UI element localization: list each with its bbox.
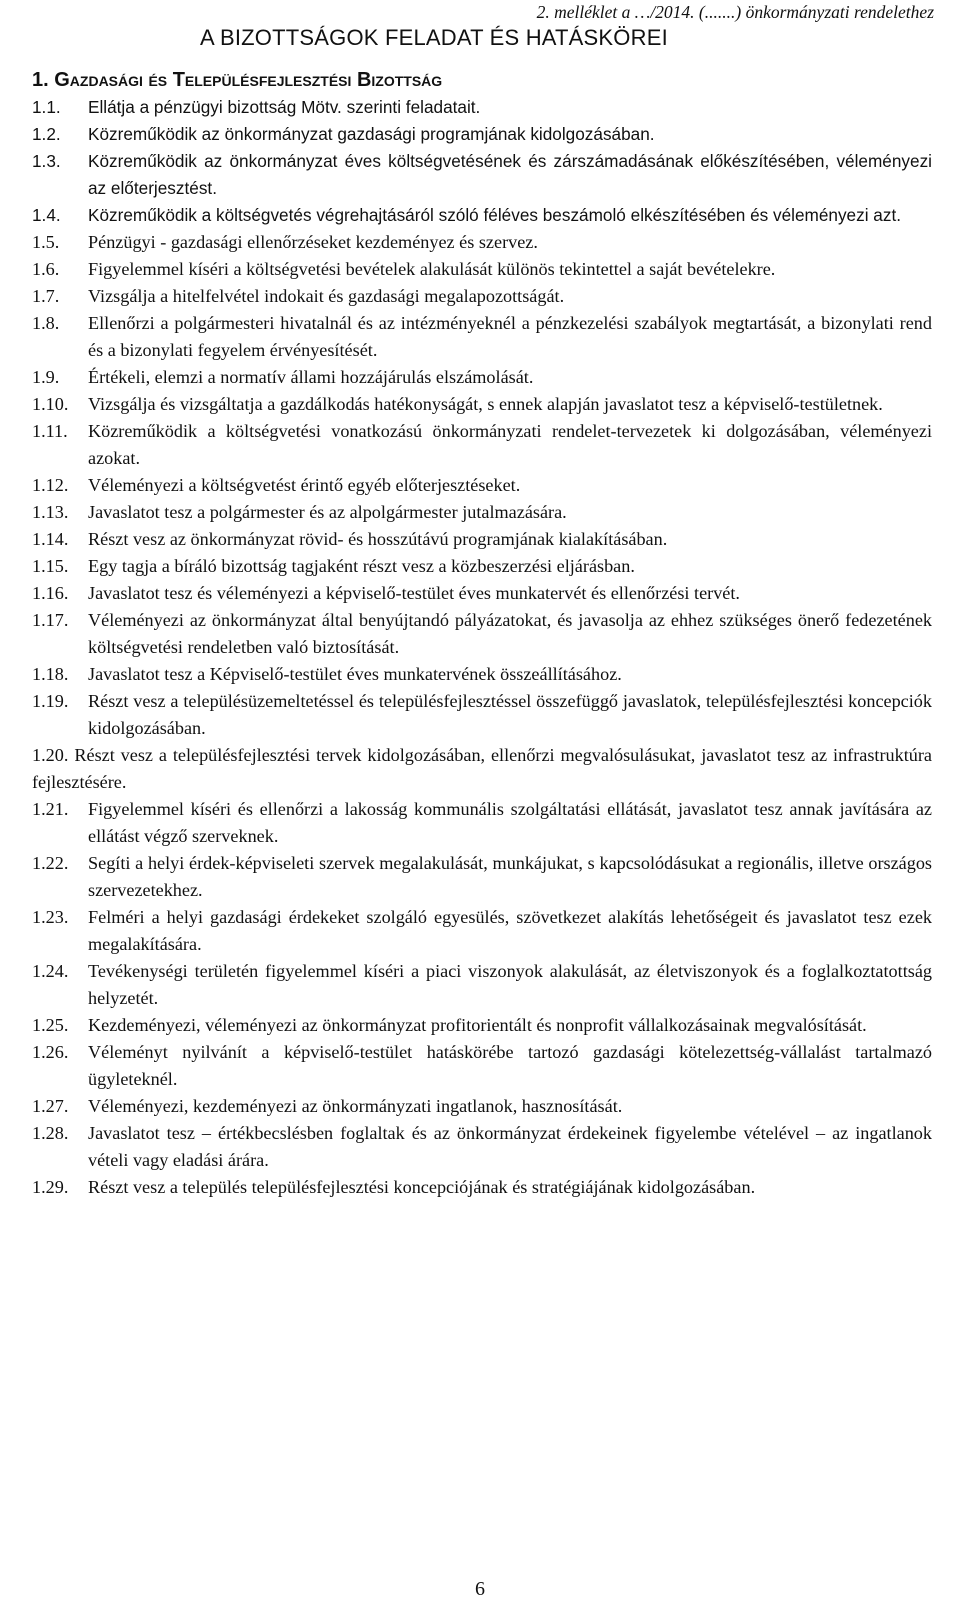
item-number: 1.21. xyxy=(32,799,69,819)
list-item xyxy=(32,1012,932,1039)
item-number: 1.15. xyxy=(32,556,69,576)
list-item xyxy=(32,499,932,526)
item-text: Közreműködik a költségvetés végrehajtásáról szóló féléves beszámoló elkészítésében és véleményezi azt. xyxy=(88,205,902,225)
item-text: Ellátja a pénzügyi bizottság Mötv. szerinti feladatait. xyxy=(88,97,481,117)
list-item xyxy=(32,472,932,499)
item-text: Véleményezi a költségvetést érintő egyéb előterjesztéseket. xyxy=(88,475,521,495)
list-item xyxy=(32,607,932,661)
item-number: 1.4. xyxy=(32,205,61,225)
item-number: 1.13. xyxy=(32,502,69,522)
item-number: 1.14. xyxy=(32,529,69,549)
item-number: 1.9. xyxy=(32,367,60,387)
list-item xyxy=(32,202,932,229)
item-text: Javaslatot tesz – értékbecslésben foglaltak és az önkormányzat érdekeinek figyelembe vételével – az ingatlanok vételi vagy eladási árára. xyxy=(88,1123,932,1170)
list-item xyxy=(32,1174,932,1201)
item-text: Részt vesz a településfejlesztési tervek kidolgozásában, ellenőrzi megvalósulásukat, javaslatot tesz az infrastruktúra fejlesztésére. xyxy=(32,745,932,792)
item-text: Közreműködik az önkormányzat éves költségvetésének és zárszámadásának előkészítésében, véleményezi az előterjesztést. xyxy=(88,151,932,198)
list-item xyxy=(32,850,932,904)
item-number: 1.17. xyxy=(32,610,69,630)
list-item xyxy=(32,310,932,364)
item-text: Közreműködik a költségvetési vonatkozású önkormányzati rendelet-tervezetek ki dolgozásában, véleményezi azokat. xyxy=(88,421,932,468)
list-item xyxy=(32,904,932,958)
item-number: 1.12. xyxy=(32,475,69,495)
list-item xyxy=(32,796,932,850)
list-item xyxy=(32,418,932,472)
item-number: 1.6. xyxy=(32,259,60,279)
item-text: Részt vesz a település településfejlesztési koncepciójának és stratégiájának kidolgozásában. xyxy=(88,1177,756,1197)
item-text: Vizsgálja a hitelfelvétel indokait és gazdasági megalapozottságát. xyxy=(88,286,565,306)
item-text: Vizsgálja és vizsgáltatja a gazdálkodás hatékonyságát, s ennek alapján javaslatot tesz a képviselő-testületnek. xyxy=(88,394,883,414)
list-item xyxy=(32,121,932,148)
item-number: 1.11. xyxy=(32,421,68,441)
item-text: Véleményezi, kezdeményezi az önkormányzati ingatlanok, hasznosítását. xyxy=(88,1096,623,1116)
item-number: 1.29. xyxy=(32,1177,69,1197)
item-number: 1.18. xyxy=(32,664,69,684)
item-text: Részt vesz az önkormányzat rövid- és hosszútávú programjának kialakításában. xyxy=(88,529,668,549)
item-text: Véleményt nyilvánít a képviselő-testület hatáskörébe tartozó gazdasági kötelezettség-vállalást tartalmazó ügyleteknél. xyxy=(88,1042,932,1089)
item-number: 1.1. xyxy=(32,97,61,117)
list-item xyxy=(32,229,932,256)
item-text: Tevékenységi területén figyelemmel kíséri a piaci viszonyok alakulását, az életviszonyok és a foglalkoztatottság helyzetét. xyxy=(88,961,932,1008)
item-text: Javaslatot tesz és véleményezi a képviselő-testület éves munkatervét és ellenőrzési tervét. xyxy=(88,583,740,603)
list-item xyxy=(32,580,932,607)
item-text: Egy tagja a bíráló bizottság tagjaként részt vesz a közbeszerzési eljárásban. xyxy=(88,556,635,576)
item-text: Részt vesz a településüzemeltetéssel és településfejlesztéssel összefüggő javaslatok, településfejlesztési koncepciók kidolgozásában. xyxy=(88,691,932,738)
item-text: Pénzügyi - gazdasági ellenőrzéseket kezdeményez és szervez. xyxy=(88,232,538,252)
item-number: 1.23. xyxy=(32,907,69,927)
item-text: Kezdeményezi, véleményezi az önkormányzat profitorientált és nonprofit vállalkozásainak megvalósítását. xyxy=(88,1015,867,1035)
header-note: 2. melléklet a …/2014. (.......) önkormányzati rendelethez xyxy=(536,2,934,22)
item-number: 1.8. xyxy=(32,313,60,333)
section-heading: 1. Gazdasági és Településfejlesztési Bizottság xyxy=(32,69,443,91)
item-number: 1.25. xyxy=(32,1015,69,1035)
item-number: 1.24. xyxy=(32,961,69,981)
list-item xyxy=(32,1093,932,1120)
list-item xyxy=(32,1120,932,1174)
item-number: 1.2. xyxy=(32,124,61,144)
list-item xyxy=(32,148,932,202)
list-item xyxy=(32,742,932,796)
item-number: 1.27. xyxy=(32,1096,69,1116)
list-item xyxy=(32,256,932,283)
document-title: A BIZOTTSÁGOK FELADAT ÉS HATÁSKÖREI xyxy=(200,25,668,50)
list-item xyxy=(32,553,932,580)
item-number: 1.5. xyxy=(32,232,60,252)
page-number: 6 xyxy=(475,1578,485,1600)
list-item xyxy=(32,958,932,1012)
item-text: Segíti a helyi érdek-képviseleti szervek megalakulását, munkájukat, s kapcsolódásukat a regionális, illetve országos szervezetekhez. xyxy=(88,853,932,900)
item-text: Javaslatot tesz a polgármester és az alpolgármester jutalmazására. xyxy=(88,502,567,522)
item-number: 1.3. xyxy=(32,151,61,171)
item-number: 1.28. xyxy=(32,1123,69,1143)
item-text: Javaslatot tesz a Képviselő-testület éves munkatervének összeállításához. xyxy=(88,664,622,684)
list-item xyxy=(32,688,932,742)
item-text: Figyelemmel kíséri a költségvetési bevételek alakulását különös tekintettel a saját bevételekre. xyxy=(88,259,776,279)
item-number: 1.7. xyxy=(32,286,60,306)
item-number: 1.19. xyxy=(32,691,69,711)
list-item xyxy=(32,94,932,121)
item-number: 1.22. xyxy=(32,853,69,873)
task-list xyxy=(32,94,932,1201)
list-item xyxy=(32,1039,932,1093)
item-text: Véleményezi az önkormányzat által benyújtandó pályázatokat, és javasolja az ehhez szükséges önerő fedezetének költségvetési rendeletben való biztosítását. xyxy=(88,610,932,657)
item-text: Közreműködik az önkormányzat gazdasági programjának kidolgozásában. xyxy=(88,124,655,144)
item-number: 1.10. xyxy=(32,394,69,414)
list-item xyxy=(32,391,932,418)
item-number: 1.26. xyxy=(32,1042,69,1062)
item-text: Értékeli, elemzi a normatív állami hozzájárulás elszámolását. xyxy=(88,367,534,387)
item-text: Felméri a helyi gazdasági érdekeket szolgáló egyesülés, szövetkezet alakítás lehetőségeit és javaslatot tesz ezek megalakítására. xyxy=(88,907,932,954)
list-item xyxy=(32,283,932,310)
item-number: 1.20. xyxy=(32,745,69,765)
list-item xyxy=(32,364,932,391)
item-text: Figyelemmel kíséri és ellenőrzi a lakosság kommunális szolgáltatási ellátását, javaslatot tesz annak javítására az ellátást végző szerveknek. xyxy=(88,799,932,846)
list-item xyxy=(32,661,932,688)
list-item xyxy=(32,526,932,553)
item-text: Ellenőrzi a polgármesteri hivatalnál és az intézményeknél a pénzkezelési szabályok megtartását, a bizonylati rend és a bizonylati fegyelem érvényesítését. xyxy=(88,313,932,360)
item-number: 1.16. xyxy=(32,583,69,603)
